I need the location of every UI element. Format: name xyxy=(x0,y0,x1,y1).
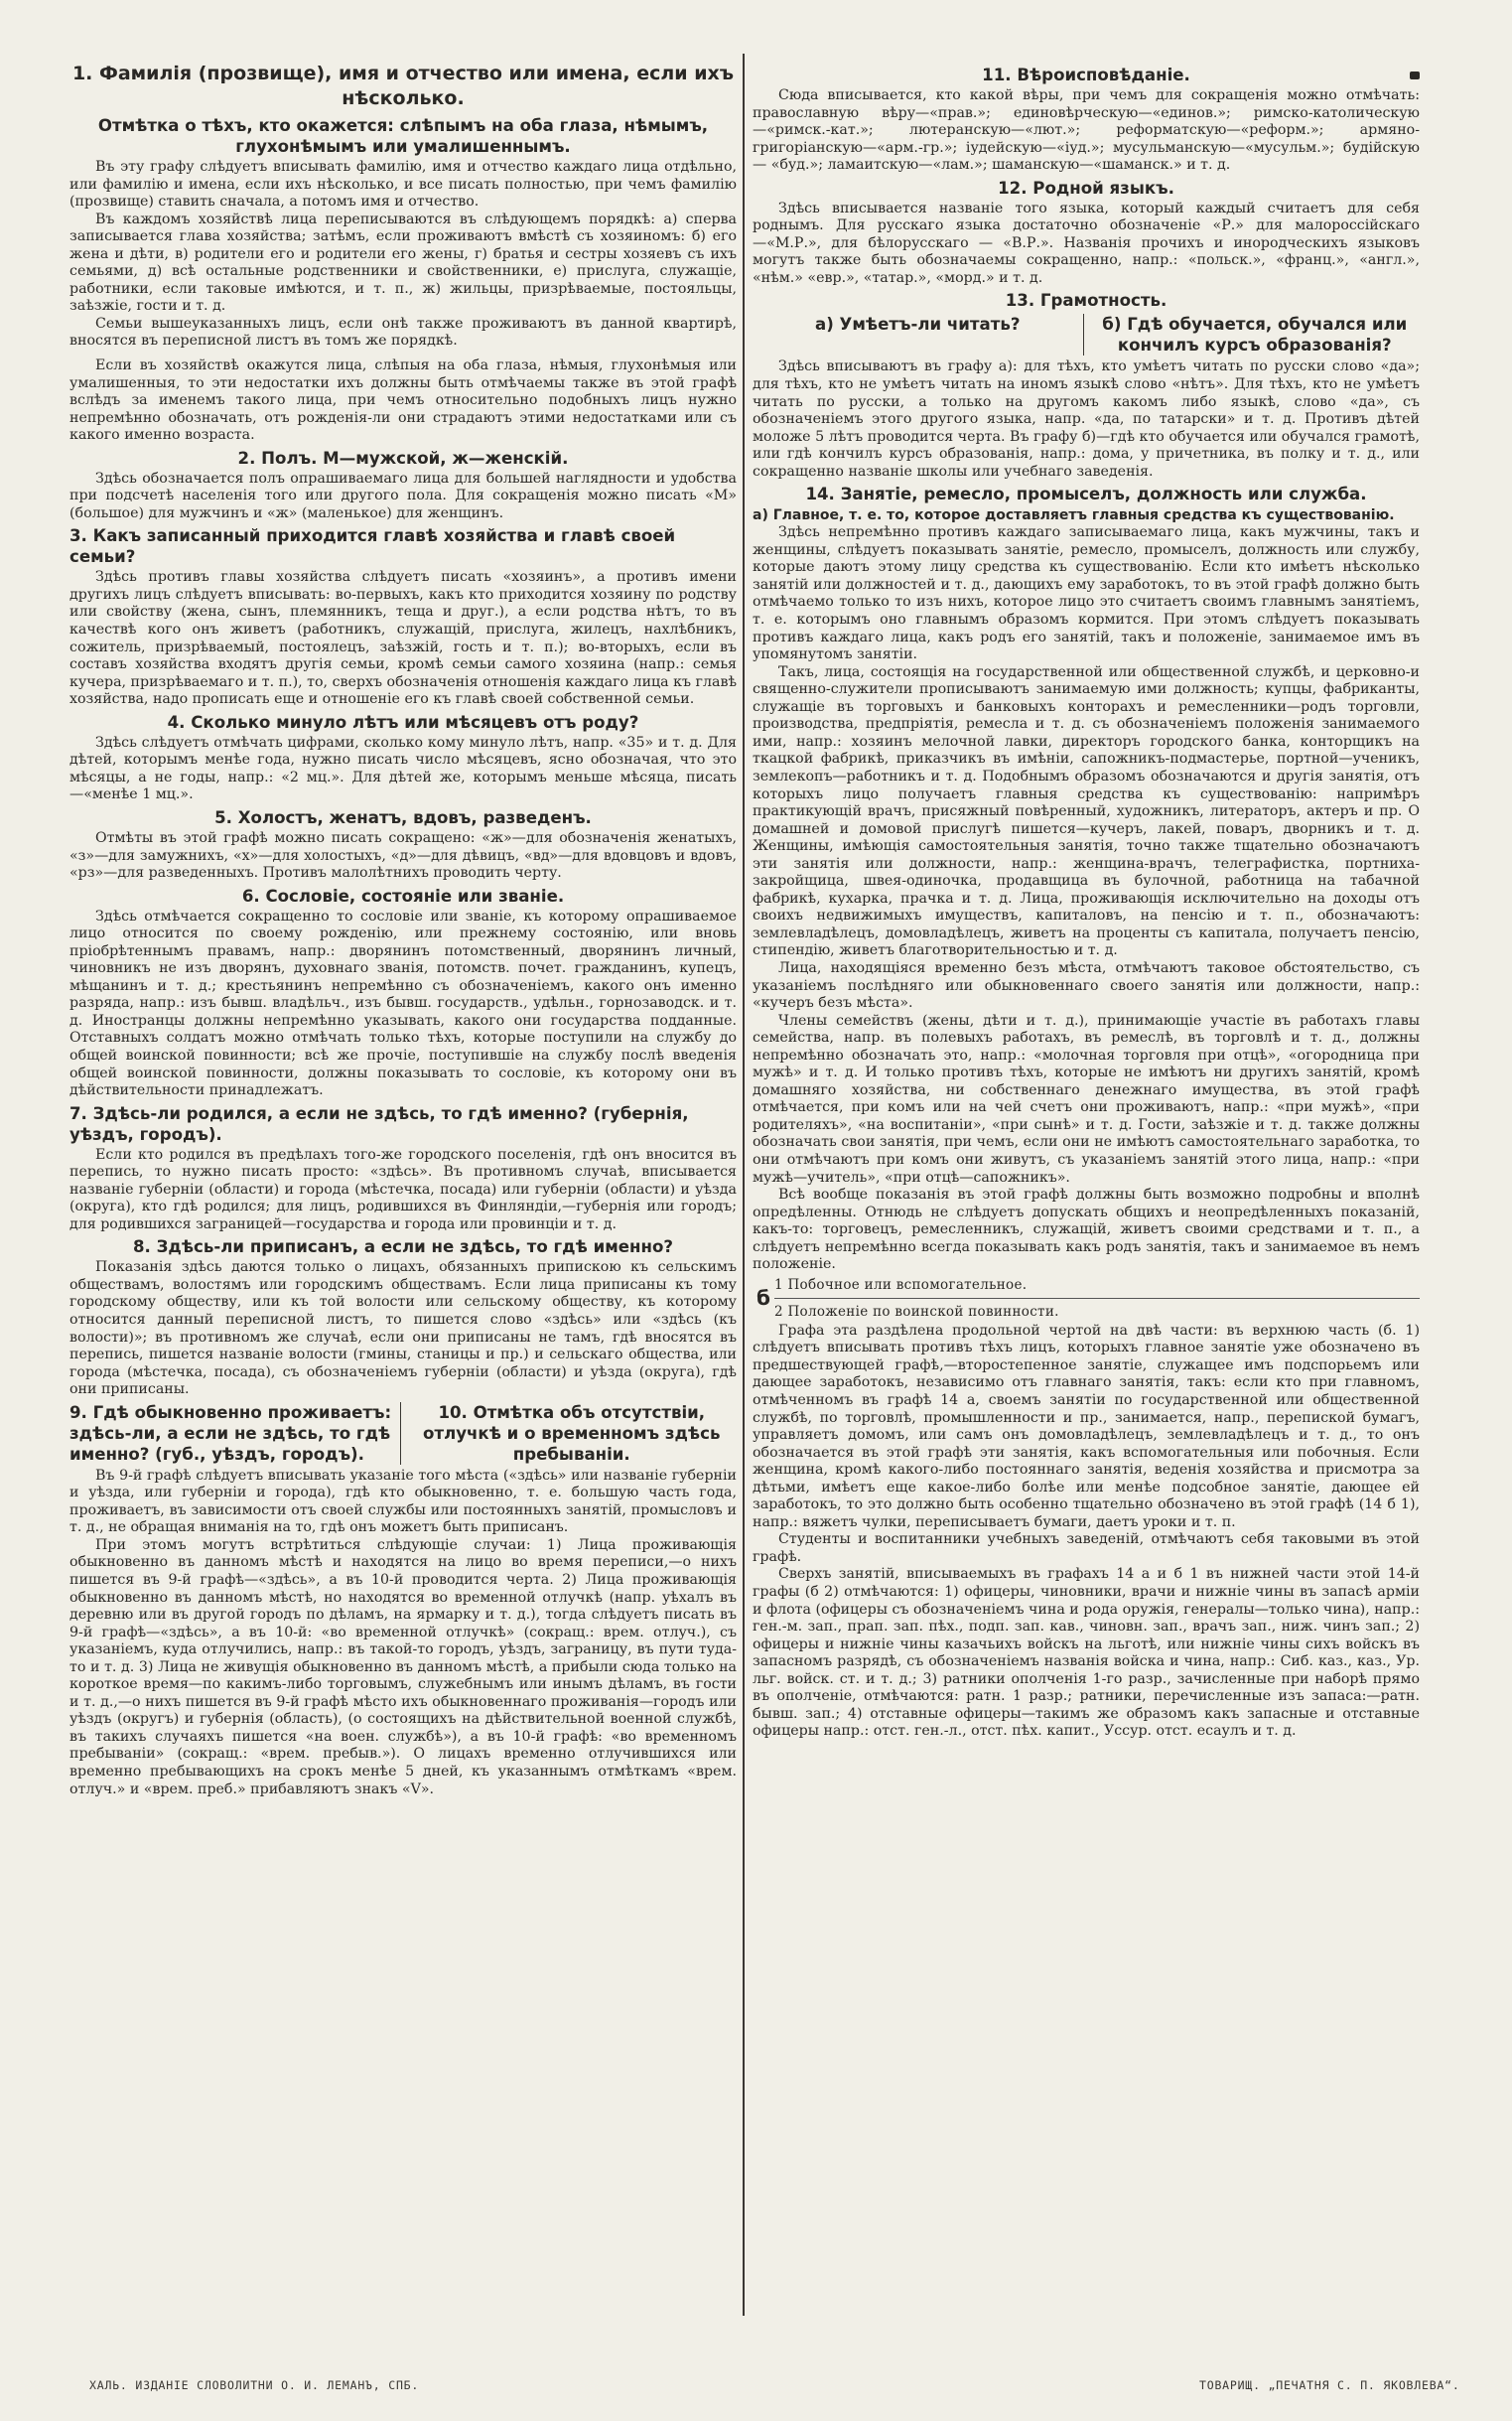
section-14-para-5: Всѣ вообще показанія въ этой графѣ должны быть возможно подробны и вполнѣ опредѣленны. Отнюдь не слѣдуетъ допускать общихъ и неопредѣленныхъ показаній, какъ-то: торговецъ, ремесленникъ, служащій, живетъ своими средствами и т. п., а слѣдуетъ непремѣнно всегда показывать какъ родъ занятія, такъ и занимаемое въ немъ положеніе. xyxy=(753,1187,1420,1273)
section-14-b-para-1: Графа эта раздѣлена продольной чертой на двѣ части: въ верхнюю часть (б. 1) слѣдуетъ вписывать противъ тѣхъ лицъ, которыхъ главное занятіе уже обозначено въ предшествующей графѣ,—второстепенное занятіе, служащее имъ подспорьемъ или дающее заработокъ, независимо отъ главнаго занятія, такъ: если кто при главномъ, отмѣченномъ въ графѣ 14 а, своемъ занятіи по государственной или общественной службѣ, по торговлѣ, промышленности и пр., занимается, напр., перепиской бумагъ, управляетъ домомъ, или самъ онъ домовладѣлецъ, землевладѣлецъ и т. д., то онъ обозначается въ этой графѣ эти занятія, какъ вспомогательныя или побочныя. Если женщина, кромѣ какого-либо постояннаго занятія, веденія хозяйства и присмотра за дѣтьми, имѣетъ еще какое-либо болѣе или менѣе подсобное занятіе, дающее ей заработокъ, то это должно быть особенно тщательно обозначено въ этой графѣ (14 б 1), напр.: вяжетъ чулки, переписываетъ бумаги, даетъ уроки и т. п. xyxy=(753,1322,1420,1530)
left-column xyxy=(69,62,737,2306)
section-3-heading: 3. Какъ записанный приходится главѣ хозяйства и главѣ своей семьи? xyxy=(69,526,676,567)
right-column xyxy=(753,62,1420,2306)
section-7-para-1: Если кто родился въ предѣлахъ того-же городского поселенія, гдѣ онъ вносится въ перепись, то нужно писать просто: «здѣсь». Въ противномъ случаѣ, вписывается названіе губерніи (области) и города (мѣстечка, посада) или губерніи (области) и уѣзда (округа), кто гдѣ родился; для лицъ, родившихся въ Финляндіи,—губернія или городъ; для родившихся заграницей—государства и города или провинціи и т. д. xyxy=(69,1146,737,1232)
section-13-para-1: Здѣсь вписываютъ въ графу а): для тѣхъ, кто умѣетъ читать по русски слово «да»; для тѣхъ, кто не умѣетъ читать на иномъ языкѣ слово «нѣтъ». Для тѣхъ, кто не умѣетъ читать по русски, а только на другомъ какомъ либо языкѣ, слово «да», съ обозначеніемъ этого другого языка, напр. «да, по татарски» и т. д. Противъ дѣтей моложе 5 лѣтъ проводится черта. Въ графу б)—гдѣ кто обучается или обучался грамотѣ, или гдѣ кончилъ курсъ образованія, напр.: дома, у причетника, въ полку и т. д., или сокращенно названіе школы или учебнаго заведенія. xyxy=(753,358,1420,480)
section-14-b-rule xyxy=(774,1298,1420,1299)
section-7-heading: 7. Здѣсь-ли родился, а если не здѣсь, то гдѣ именно? (губернія, уѣздъ, городъ). xyxy=(69,1103,689,1144)
section-14-para-2: Такъ, лица, состоящія на государственной или общественной службѣ, и церковно-и священно-служители прописываютъ занимаемую ими должность; купцы, фабриканты, служащіе въ торговыхъ и банковыхъ конторахъ и ремесленники—родъ торговли, производства, предпріятія, ремесла и т. д. съ обозначеніемъ положенія занимаемого ими, напр.: хозяинъ мелочной лавки, директоръ городского банка, конторщикъ на ткацкой фабрикѣ, приказчикъ въ имѣніи, сапожникъ-подмастерье, портной—ученикъ, землекопъ—работникъ и т. д. Подобнымъ образомъ обозначаются и другія занятія, отъ которыхъ лицо получаетъ главныя средства къ существованію: напримѣръ практикующій врачъ, присяжный повѣренный, художникъ, литераторъ, актеръ и пр. О домашней и домовой прислугѣ пишется—кучеръ, лакей, поваръ, дворникъ и т. д. Женщины, имѣющія самостоятельныя занятія, точно также тщательно обозначаютъ эти занятія или должности, напр.: женщина-врачъ, телеграфистка, портниха-закройщица, швея-одиночка, продавщица въ булочной, работница на табачной фабрикѣ, кухарка, прачка и т. д. Лица, проживающія исключительно на доходы отъ своихъ недвижимыхъ имуществъ, капиталовъ, на пенсію и т. п., обозначаютъ: землевладѣлецъ, домовладѣлецъ, живетъ на проценты съ капитала, получаетъ пенсію, стипендію, живетъ благотворительностью и т. д. xyxy=(753,663,1420,959)
section-9-10-headings xyxy=(69,1402,737,1465)
section-14-b1: 1 Побочное или вспомогательное. xyxy=(774,1276,1028,1293)
section-8-heading: 8. Здѣсь-ли приписанъ, а если не здѣсь, то гдѣ именно? xyxy=(133,1237,673,1257)
section-13-heading: 13. Грамотность. xyxy=(1005,291,1168,311)
section-6-heading: 6. Сословіе, состояніе или званіе. xyxy=(241,886,565,906)
section-5-heading: 5. Холостъ, женатъ, вдовъ, разведенъ. xyxy=(214,807,592,827)
section-10-heading: 10. Отмѣтка объ отсутствіи, отлучкѣ и о временномъ здѣсь пребываніи. xyxy=(400,1402,738,1465)
section-14-para-4: Члены семействъ (жены, дѣти и т. д.), принимающіе участіе въ работахъ главы семейства, напр. въ полевыхъ работахъ, въ ремеслѣ, въ торговлѣ и т. д., должны непремѣнно обозначать это, напр.: «молочная торговля при отцѣ», «огородница при мужѣ» и т. д. И только противъ тѣхъ, которые не имѣютъ ни другихъ занятій, кромѣ домашняго хозяйства, ни собственнаго денежнаго имущества, въ этой графѣ отмѣчается, при комъ или на чей счетъ они проживаютъ, напр.: «при мужѣ», «при родителяхъ», «на воспитаніи», «при сынѣ» и т. д. Гости, заѣзжіе и т. д. также должны обозначать свои занятія, при чемъ, если они не имѣютъ самостоятельнаго заработка, то они отмѣчаютъ при комъ они живутъ, съ указаніемъ занятій этого лица, напр.: «при мужѣ—учитель», «при отцѣ—сапожникъ». xyxy=(753,1012,1420,1186)
section-1-heading: 1. Фамилія (прозвище), имя и отчество или имена, если ихъ нѣсколько. xyxy=(71,63,735,109)
section-12-para-1: Здѣсь вписывается названіе того языка, который каждый считаетъ для себя роднымъ. Для русскаго языка достаточно обозначеніе «Р.» для малороссійскаго—«М.Р.», для бѣлорусскаго — «В.Р.». Названія прочихъ и инородческихъ языковъ могутъ также быть обозначаемы сокращенно, напр.: «польск.», «франц.», «англ.», «нѣм.» «евр.», «татар.», «морд.» и т. д. xyxy=(753,200,1420,286)
section-1-para-3: Семьи вышеуказанныхъ лицъ, если онѣ также проживаютъ въ данной квартирѣ, вносятся въ переписной листъ въ томъ же порядкѣ. xyxy=(69,315,737,350)
section-14-para-1: Здѣсь непремѣнно противъ каждаго записываемаго лица, какъ мужчины, такъ и женщины, слѣдуетъ показывать занятіе, ремесло, промыселъ, должность или службу, которые даютъ этому лицу средства къ существованію. Если кто имѣетъ нѣсколько занятій или должностей и т. д., дающихъ ему заработокъ, то въ этой графѣ должно быть отмѣчаемо только то изъ нихъ, которое лицо это считаетъ своимъ главнымъ занятіемъ, т. е. которымъ оно главнымъ образомъ кормится. При этомъ слѣдуетъ показывать противъ каждаго лица, какъ родъ его занятій, такъ и положеніе, занимаемое имъ въ упомянутомъ занятіи. xyxy=(753,524,1420,663)
section-14-b-letter: б xyxy=(756,1286,770,1311)
section-9-para-1: Въ 9-й графѣ слѣдуетъ вписывать указаніе того мѣста («здѣсь» или названіе губерніи и уѣзда, или губерніи и города), гдѣ кто обыкновенно, т. е. большую часть года, проживаетъ, въ зависимости отъ своей службы или постоянныхъ занятій, промысловъ и т. д., не обращая вниманія на то, гдѣ онъ можетъ быть приписанъ. xyxy=(69,1467,737,1536)
section-13-a: а) Умѣетъ-ли читать? xyxy=(815,315,1021,335)
section-4-para-1: Здѣсь слѣдуетъ отмѣчать цифрами, сколько кому минуло лѣтъ, напр. «35» и т. д. Для дѣтей, которымъ менѣе года, нужно писать число мѣсяцевъ, ясно обозначая, что это мѣсяцы, а не годы, напр.: «2 мц.». Для дѣтей же, которымъ меньше мѣсяца, писать—«менѣе 1 мц.». xyxy=(69,734,737,803)
section-2-heading: 2. Полъ. М—мужской, ж—женскій. xyxy=(237,448,569,468)
section-14-b-para-2: Студенты и воспитанники учебныхъ заведеній, отмѣчаютъ себя таковыми въ этой графѣ. xyxy=(753,1531,1420,1565)
section-3-para-1: Здѣсь противъ главы хозяйства слѣдуетъ писать «хозяинъ», а противъ имени другихъ лицъ слѣдуетъ вписывать: во-первыхъ, какъ кто приходится хозяину по родству или свойству (жена, сынъ, племянникъ, теща и друг.), а если родства нѣтъ, то въ качествѣ кого онъ живетъ (работникъ, служащій, прислуга, жилецъ, нахлѣбникъ, сожитель, призрѣваемый, постоялецъ, заѣзжій, гость и т. п.); во-вторыхъ, если въ составъ хозяйства входятъ другія семьи, кромѣ семьи самого хозяина (напр.: семья кучера, призрѣваемаго и т. п.), то, сверхъ обозначенія отношенія каждаго лица къ главѣ хозяйства, надо прописать еще и отношеніе его къ главѣ своей собственной семьи. xyxy=(69,569,737,708)
section-14-b2: 2 Положеніе по воинской повинности. xyxy=(774,1303,1059,1320)
section-5-para-1: Отмѣты въ этой графѣ можно писать сокращено: «ж»—для обозначенія женатыхъ, «з»—для замужнихъ, «х»—для холостыхъ, «д»—для дѣвицъ, «вд»—для вдовцовъ и вдовъ, «рз»—для разведенныхъ. Противъ малолѣтнихъ проводить черту. xyxy=(69,829,737,882)
section-11-para-1: Сюда вписывается, кто какой вѣры, при чемъ для сокращенія можно отмѣчать: православную вѣру—«прав.»; единовѣрческую—«единов.»; римско-католическую—«римск.-кат.»; лютеранскую—«лют.»; реформатскую—«реформ.»; армяно-григоріанскую—«арм.-гр.»; іудейскую—«іуд.»; мусульманскую—«мусульм.»; будійскую — «буд.»; ламаитскую—«лам.»; шаманскую—«шаманск.» и т. д. xyxy=(753,87,1420,174)
section-9-heading: 9. Гдѣ обыкновенно проживаетъ: здѣсь-ли, а если не здѣсь, то гдѣ именно? (губ., уѣздъ, городъ). xyxy=(69,1402,392,1464)
footer-left-imprint: ХАЛЬ. ИЗДАНІЕ СЛОВОЛИТНИ О. И. ЛЕМАНЪ, СПБ. xyxy=(89,2378,420,2392)
section-6-para-1: Здѣсь отмѣчается сокращенно то сословіе или званіе, къ которому опрашиваемое лицо относится по своему рожденію, или прежнему состоянію, или вновь пріобрѣтеннымъ правамъ, напр.: дворянинъ потомственный, дворянинъ личный, чиновникъ не изъ дворянъ, духовнаго званія, потомств. почет. гражданинъ, купецъ, мѣщанинъ и т. д.; крестьянинъ непремѣнно съ обозначеніемъ, какого онъ именно разряда, напр.: изъ бывш. владѣльч., изъ бывш. государств., удѣльн., горнозаводск. и т. д. Иностранцы должны непремѣнно указывать, какого они государства подданные. Отставныхъ солдатъ можно отмѣчать только тѣхъ, которые поступили на службу до общей воинской повинности; всѣ же прочіе, поступившіе на службу послѣ введенія общей воинской повинности, должны показывать то сословіе, къ которому они въ дѣйствительности принадлежатъ. xyxy=(69,908,737,1099)
section-9-para-2: При этомъ могутъ встрѣтиться слѣдующіе случаи: 1) Лица проживающія обыкновенно въ данномъ мѣстѣ и находятся на лицо во время переписи,—о нихъ пишется въ 9-й графѣ—«здѣсь», а въ 10-й проводится черта. 2) Лица проживающія обыкновенно въ данномъ мѣстѣ, но находятся во временной отлучкѣ (напр. уѣхалъ въ деревню или въ другой городъ по дѣламъ, на ярмарку и т. д.), тогда слѣдуетъ писать въ 9-й графѣ—«здѣсь», а въ 10-й: «во временной отлучкѣ» (сокращ.: врем. отлуч.), съ указаніемъ, куда отлучились, напр.: въ такой-то городъ, уѣздъ, заграницу, въ пути туда-то и т. д. 3) Лица не живущія обыкновенно въ данномъ мѣстѣ, а прибыли сюда только на короткое время—по какимъ-либо торговымъ, служебнымъ или инымъ дѣламъ, въ гости и т. д.,—о нихъ пишется въ 9-й графѣ мѣсто ихъ обыкновеннаго проживанія—городъ или уѣздъ (округъ) и губернія (область), (о состоящихъ на дѣйствительной военной службѣ, въ такихъ случаяхъ пишется «на воен. службѣ»), а въ 10-й графѣ: «во временномъ пребываніи» (сокращ.: «врем. пребыв.»). О лицахъ временно отлучившихся или временно пребывающихъ на срокъ менѣе 5 дней, къ указаннымъ отмѣткамъ «врем. отлуч.» и «врем. преб.» прибавляютъ знакъ «V». xyxy=(69,1536,737,1797)
section-14-b-subheadings xyxy=(753,1277,1420,1320)
section-1-para-2: Въ каждомъ хозяйствѣ лица переписываются въ слѣдующемъ порядкѣ: а) сперва записывается глава хозяйства; затѣмъ, если проживаютъ вмѣстѣ съ хозяиномъ: б) его жена и дѣти, в) родители его и родители его жены, г) братья и сестры хозяевъ съ ихъ семьями, д) всѣ остальные родственники и свойственники, е) прислуга, служащіе, работники, если таковые имѣются, и т. п., ж) жильцы, призрѣваемые, постояльцы, заѣзжіе, гости и т. д. xyxy=(69,211,737,315)
section-11-heading: 11. Вѣроисповѣданіе. xyxy=(982,66,1190,84)
corner-mark xyxy=(1410,71,1420,79)
footer-right-imprint: ТОВАРИЩ. „ПЕЧАТНЯ С. П. ЯКОВЛЕВА“. xyxy=(1199,2378,1460,2392)
column-divider xyxy=(743,54,745,2316)
section-4-heading: 4. Сколько минуло лѣтъ или мѣсяцевъ отъ роду? xyxy=(167,712,639,732)
section-14-sub-a: а) Главное, т. е. то, которое доставляетъ главныя средства къ существованію. xyxy=(753,507,1395,524)
section-2-para-1: Здѣсь обозначается полъ опрашиваемаго лица для большей наглядности и удобства при подсчетѣ населенія того или другого пола. Для сокращенія можно писать «М» (большое) для мужчинъ и «ж» (маленькое) для женщинъ. xyxy=(69,470,737,521)
census-instructions-sheet xyxy=(69,62,1454,2336)
section-14-para-3: Лица, находящіяся временно безъ мѣста, отмѣчаютъ таковое обстоятельство, съ указаніемъ послѣдняго или обыкновеннаго своего занятія или должности, напр.: «кучеръ безъ мѣста». xyxy=(753,959,1420,1012)
section-14-b-para-3: Сверхъ занятій, вписываемыхъ въ графахъ 14 а и б 1 въ нижней части этой 14-й графы (б 2) отмѣчаются: 1) офицеры, чиновники, врачи и нижніе чины въ запасѣ арміи и флота (офицеры съ обозначеніемъ чина и рода оружія, генералы—только чина), напр.: ген.-м. зап., прап. зап. пѣх., подп. зап. кав., чиновн. зап., врачъ зап., ниж. чинъ зап.; 2) офицеры и нижніе чины казачьихъ войскъ на льготѣ, или нижніе чины сихъ войскъ въ запасномъ разрядѣ, съ обозначеніемъ названія войска и чина, напр.: Сиб. каз., каз., Ур. льг. войск. ст. и т. д.; 3) ратники ополченія 1-го разр., зачисленные при наборѣ прямо въ ополченіе, отмѣчаются: ратн. 1 разр.; ратники, перечисленные изъ запаса:—ратн. бывш. зап.; 4) отставные офицеры—такимъ же образомъ какъ запасные и отставные офицеры напр.: отст. ген.-л., отст. пѣх. капит., Уссур. отст. есаулъ и т. д. xyxy=(753,1566,1420,1740)
section-1-para-1: Въ эту графу слѣдуетъ вписывать фамилію, имя и отчество каждаго лица отдѣльно, или фамилію и имена, если ихъ нѣсколько, и все писать полностью, при чемъ фамилію (прозвище) ставить сначала, а потомъ имя и отчество. xyxy=(69,159,737,211)
section-13-subheadings xyxy=(753,314,1420,356)
section-1-para-4: Если въ хозяйствѣ окажутся лица, слѣпыя на оба глаза, нѣмыя, глухонѣмыя или умалишенныя, то эти недостатки ихъ должны быть отмѣчаемы также въ этой графѣ вслѣдъ за именемъ такого лица, при чемъ относительно подобныхъ лицъ нужно непремѣнно обозначать, отъ рожденія-ли они страдаютъ этими недостатками или съ какого именно возраста. xyxy=(69,357,737,444)
section-1-subheading: Отмѣтка о тѣхъ, кто окажется: слѣпымъ на оба глаза, нѣмымъ, глухонѣмымъ или умалишеннымъ. xyxy=(97,116,709,156)
section-8-para-1: Показанія здѣсь даются только о лицахъ, обязанныхъ припискою къ сельскимъ обществамъ, волостямъ или городскимъ обществамъ. Если лица приписаны къ тому городскому обществу, или къ той волости или сельскому обществу, къ которому относится данный переписной листъ, то пишется слово «здѣсь» или «здѣсь (къ волости)»; въ противномъ же случаѣ, если они приписаны не тамъ, гдѣ вносятся въ перепись, пишется названіе волости (гмины, станицы и пр.) и сельскаго общества, или города (мѣстечка, посада), съ обозначеніемъ губерніи (области) и уѣзда (округа), гдѣ они приписаны. xyxy=(69,1259,737,1398)
section-12-heading: 12. Родной языкъ. xyxy=(998,178,1174,198)
section-14-heading: 14. Занятіе, ремесло, промыселъ, должность или служба. xyxy=(805,485,1367,504)
section-13-b: б) Гдѣ обучается, обучался или кончилъ курсъ образованія? xyxy=(1083,314,1421,356)
